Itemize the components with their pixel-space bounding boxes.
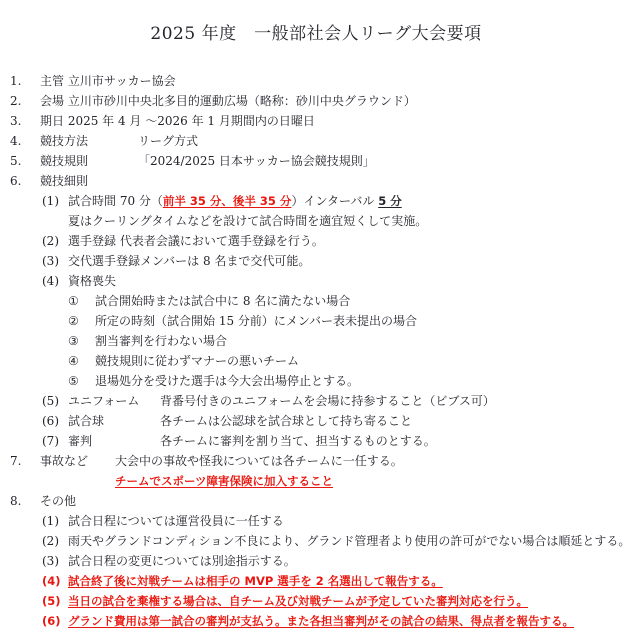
item-2: [0, 91, 632, 111]
item-6-1-continuation: [0, 211, 632, 231]
item-6-7-label: 審判: [68, 434, 93, 448]
item-8-1-number: (1): [42, 514, 59, 528]
item-6-1-cont-text: 夏はクーリングタイムなどを設けて試合時間を適宜短くして実施。: [68, 214, 428, 228]
match-time-text: 試合時間 70 分（: [68, 194, 163, 208]
item-6-5-label: ユニフォーム: [68, 394, 140, 408]
item-6-4-sub-3-text: 割当審判を行わない場合: [95, 334, 228, 348]
item-3: [0, 111, 632, 131]
item-6-4-sub-5: [0, 371, 632, 391]
item-8-3-text: 試合日程の変更については別途指示する。: [68, 554, 296, 568]
item-6-2: [0, 231, 632, 251]
item-6-4-sub-4-text: 競技規則に従わずマナーの悪いチーム: [95, 354, 300, 368]
item-6-4-sub-2: [0, 311, 632, 331]
item-8-6-text: グランド費用は第一試合の審判が支払う。また各担当審判がその試合の結果、得点者を報告する。: [68, 614, 574, 628]
item-8-6: [0, 611, 632, 631]
item-8-text: その他: [40, 494, 77, 508]
item-6-4-sub-5-text: 退場処分を受けた選手は今大会出場停止とする。: [95, 374, 360, 388]
doc-body: [0, 71, 632, 631]
item-6-2-number: (2): [42, 234, 59, 248]
item-4-label: 競技方法: [40, 134, 89, 148]
item-6-4-number: (4): [42, 274, 59, 288]
item-6-text: 競技細則: [40, 174, 89, 188]
item-6-1: [0, 191, 632, 211]
item-8-6-number: (6): [42, 614, 61, 628]
item-6-1-number: (1): [42, 194, 59, 208]
item-8-3: [0, 551, 632, 571]
item-1-text: 主管 立川市サッカー協会: [40, 74, 176, 88]
item-6-4-sub-5-number: ⑤: [68, 374, 79, 388]
item-8-4-number: (4): [42, 574, 61, 588]
item-6-4-text: 資格喪失: [68, 274, 117, 288]
item-7: [0, 451, 632, 471]
item-3-number: 3.: [10, 114, 22, 128]
item-5-label: 競技規則: [40, 154, 89, 168]
item-8-2: [0, 531, 632, 551]
item-5-number: 5.: [10, 154, 22, 168]
item-6-2-text: 選手登録 代表者会議において選手登録を行う。: [68, 234, 324, 248]
item-7-number: 7.: [10, 454, 22, 468]
item-1-number: 1.: [10, 74, 22, 88]
item-6-5-number: (5): [42, 394, 59, 408]
item-6-number: 6.: [10, 174, 22, 188]
item-6-5-desc: 背番号付きのユニフォームを会場に持参すること（ビブス可）: [160, 394, 495, 408]
item-6-4-sub-1-number: ①: [68, 294, 79, 308]
item-8-5: [0, 591, 632, 611]
item-6-4-sub-2-text: 所定の時刻（試合開始 15 分前）にメンバー表未提出の場合: [95, 314, 418, 328]
item-1: [0, 71, 632, 91]
item-6-4-sub-2-number: ②: [68, 314, 79, 328]
item-6-4-sub-3-number: ③: [68, 334, 79, 348]
item-6-4-sub-1-text: 試合開始時または試合中に 8 名に満たない場合: [95, 294, 351, 308]
item-2-text: 会場 立川市砂川中央北多目的運動広場（略称：砂川中央グラウンド）: [40, 94, 416, 108]
item-6-5: [0, 391, 632, 411]
item-6-7: [0, 431, 632, 451]
item-6: [0, 171, 632, 191]
interval-minutes-emphasis: 5 分: [378, 194, 402, 208]
item-8-5-text: 当日の試合を棄権する場合は、自チーム及び対戦チームが予定していた審判対応を行う。: [68, 594, 528, 608]
item-7-insurance-notice: [0, 471, 632, 491]
item-6-1-text: [68, 191, 402, 211]
item-6-6-label: 試合球: [68, 414, 105, 428]
item-8-2-text: 雨天やグランドコンディション不良により、グランド管理者より使用の許可がでない場合は順延とする。: [68, 534, 631, 548]
item-6-4: [0, 271, 632, 291]
item-8-5-number: (5): [42, 594, 61, 608]
item-8-4-text: 試合終了後に対戦チームは相手の MVP 選手を 2 名選出して報告する。: [68, 574, 443, 588]
item-8: [0, 491, 632, 511]
item-6-3-number: (3): [42, 254, 59, 268]
item-3-text: 期日 2025 年 4 月 ～2026 年 1 月期間内の日曜日: [40, 114, 315, 128]
item-7-desc: 大会中の事故や怪我については各チームに一任する。: [115, 454, 403, 468]
interval-text: ）インターバル: [291, 194, 379, 208]
item-4-number: 4.: [10, 134, 22, 148]
item-6-3-text: 交代選手登録メンバーは 8 名まで交代可能。: [68, 254, 311, 268]
item-8-1: [0, 511, 632, 531]
item-8-2-number: (2): [42, 534, 59, 548]
item-5: [0, 151, 632, 171]
half-time-emphasis: 前半 35 分、後半 35 分: [162, 194, 292, 208]
item-2-number: 2.: [10, 94, 22, 108]
item-8-number: 8.: [10, 494, 22, 508]
item-8-1-text: 試合日程については運営役員に一任する: [68, 514, 284, 528]
item-5-desc: 「2024/2025 日本サッカー協会競技規則」: [138, 154, 375, 168]
item-6-7-desc: 各チームに審判を割り当て、担当するものとする。: [160, 434, 436, 448]
item-6-3: [0, 251, 632, 271]
item-6-4-sub-4-number: ④: [68, 354, 79, 368]
item-4-desc: リーグ方式: [138, 134, 199, 148]
item-8-4: [0, 571, 632, 591]
item-6-6-desc: 各チームは公認球を試合球として持ち寄ること: [160, 414, 413, 428]
item-6-7-number: (7): [42, 434, 59, 448]
item-6-4-sub-3: [0, 331, 632, 351]
item-6-6-number: (6): [42, 414, 59, 428]
doc-title: 2025 年度 一般部社会人リーグ大会要項: [150, 24, 482, 44]
item-4: [0, 131, 632, 151]
item-6-4-sub-4: [0, 351, 632, 371]
item-7-label: 事故など: [40, 454, 89, 468]
insurance-notice-text: チームでスポーツ障害保険に加入すること: [115, 474, 334, 488]
item-8-3-number: (3): [42, 554, 59, 568]
item-6-4-sub-1: [0, 291, 632, 311]
item-6-6: [0, 411, 632, 431]
